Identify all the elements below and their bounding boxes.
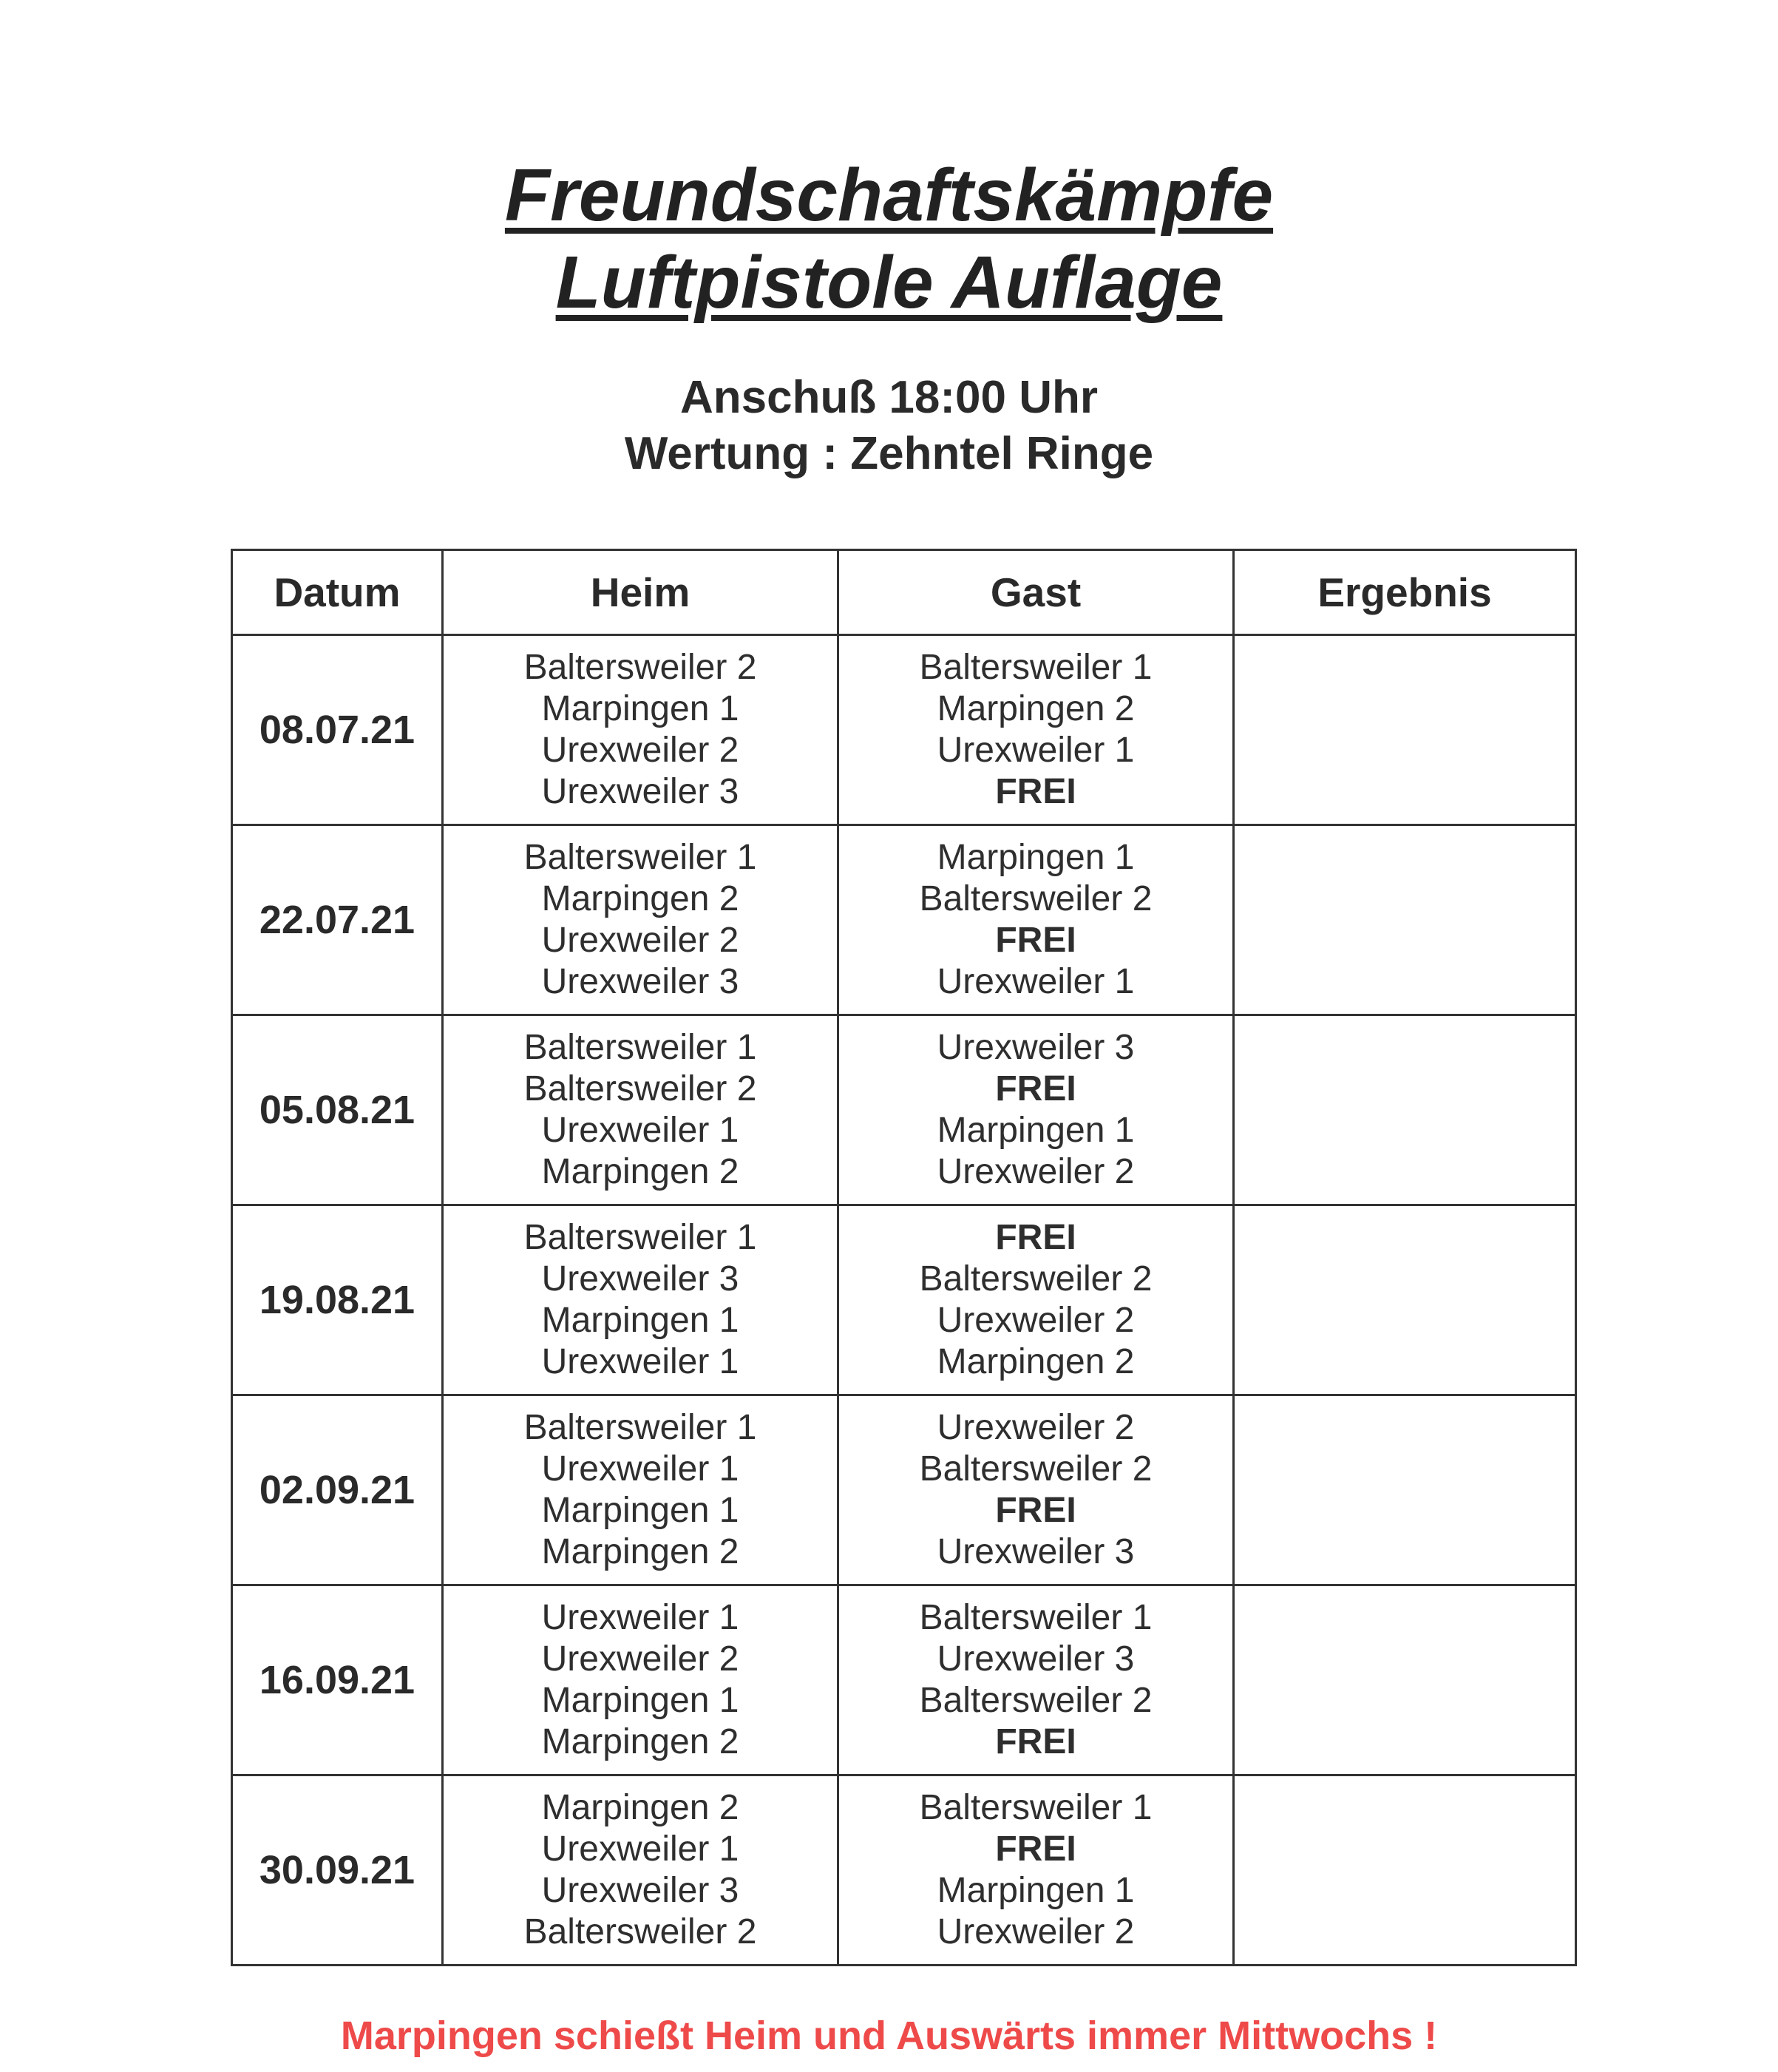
heim-team: Baltersweiler 1 <box>523 1028 757 1067</box>
heim-team: Marpingen 1 <box>541 1301 739 1340</box>
ergebnis-cell[interactable] <box>1234 1205 1576 1395</box>
heim-team: Marpingen 1 <box>541 689 739 728</box>
gast-cell <box>838 1205 1234 1395</box>
heim-cell <box>443 1585 838 1775</box>
heim-cell <box>443 1395 838 1585</box>
ergebnis-cell[interactable] <box>1234 635 1576 825</box>
gast-team: Baltersweiler 1 <box>919 1788 1153 1827</box>
heim-team: Urexweiler 1 <box>541 1342 739 1381</box>
heim-cell <box>443 1205 838 1395</box>
gast-team: FREI <box>995 1069 1076 1108</box>
heim-team: Baltersweiler 1 <box>523 838 757 877</box>
heim-team: Urexweiler 3 <box>541 962 739 1001</box>
table-row <box>232 1395 1576 1585</box>
gast-team: FREI <box>995 1722 1076 1761</box>
heim-team: Baltersweiler 2 <box>523 1069 757 1108</box>
heim-cell <box>443 825 838 1015</box>
heim-team: Marpingen 1 <box>541 1491 739 1530</box>
date-cell: 02.09.21 <box>232 1395 443 1585</box>
heim-team: Urexweiler 1 <box>541 1829 739 1869</box>
gast-team: Baltersweiler 2 <box>919 1259 1153 1299</box>
document-subtitle <box>0 370 1778 482</box>
heim-team: Urexweiler 3 <box>541 1871 739 1910</box>
heim-team: Marpingen 1 <box>541 1681 739 1720</box>
gast-team: Baltersweiler 1 <box>919 648 1153 687</box>
start-time-line: Anschuß 18:00 Uhr <box>679 372 1099 423</box>
footer-note: Marpingen schießt Heim und Auswärts immer Mittwochs ! <box>340 2014 1438 2058</box>
gast-team: Urexweiler 2 <box>937 1408 1135 1447</box>
title-line-2: Luftpistole Auflage <box>555 241 1223 324</box>
document-title <box>0 152 1778 326</box>
date-cell: 22.07.21 <box>232 825 443 1015</box>
header-datum: Datum <box>232 550 443 635</box>
gast-team: Urexweiler 3 <box>937 1639 1135 1679</box>
gast-team: Baltersweiler 2 <box>919 1681 1153 1720</box>
header-gast: Gast <box>838 550 1234 635</box>
heim-team: Urexweiler 1 <box>541 1449 739 1489</box>
gast-team: Baltersweiler 2 <box>919 1449 1153 1489</box>
gast-cell <box>838 1775 1234 1966</box>
title-line-1: Freundschaftskämpfe <box>504 154 1274 237</box>
gast-team: FREI <box>995 1829 1076 1869</box>
schedule-table <box>231 549 1577 1966</box>
table-row <box>232 1775 1576 1966</box>
header-ergebnis: Ergebnis <box>1234 550 1576 635</box>
header-heim: Heim <box>443 550 838 635</box>
gast-team: FREI <box>995 1218 1076 1257</box>
ergebnis-cell[interactable] <box>1234 1585 1576 1775</box>
gast-team: Baltersweiler 1 <box>919 1598 1153 1637</box>
ergebnis-cell[interactable] <box>1234 825 1576 1015</box>
gast-team: Baltersweiler 2 <box>919 879 1153 918</box>
gast-team: Urexweiler 2 <box>937 1912 1135 1951</box>
heim-team: Marpingen 2 <box>541 1722 739 1761</box>
ergebnis-cell[interactable] <box>1234 1395 1576 1585</box>
heim-team: Urexweiler 1 <box>541 1598 739 1637</box>
gast-team: Urexweiler 3 <box>937 1532 1135 1571</box>
gast-team: Urexweiler 1 <box>937 731 1135 770</box>
heim-team: Marpingen 2 <box>541 1532 739 1571</box>
date-cell: 19.08.21 <box>232 1205 443 1395</box>
table-row <box>232 1205 1576 1395</box>
heim-team: Urexweiler 2 <box>541 731 739 770</box>
table-row <box>232 635 1576 825</box>
gast-team: Urexweiler 1 <box>937 962 1135 1001</box>
heim-cell <box>443 1015 838 1205</box>
scoring-line: Wertung : Zehntel Ringe <box>624 428 1154 479</box>
schedule-body <box>232 635 1576 1966</box>
gast-cell <box>838 1585 1234 1775</box>
gast-team: Urexweiler 2 <box>937 1301 1135 1340</box>
gast-cell <box>838 825 1234 1015</box>
gast-team: FREI <box>995 921 1076 960</box>
gast-cell <box>838 1395 1234 1585</box>
table-row <box>232 1585 1576 1775</box>
date-cell: 16.09.21 <box>232 1585 443 1775</box>
header-row <box>232 550 1576 635</box>
gast-team: Marpingen 2 <box>937 1342 1135 1381</box>
gast-team: FREI <box>995 772 1076 811</box>
gast-team: Marpingen 2 <box>937 689 1135 728</box>
gast-team: Urexweiler 2 <box>937 1152 1135 1191</box>
date-cell: 05.08.21 <box>232 1015 443 1205</box>
heim-team: Urexweiler 3 <box>541 1259 739 1299</box>
table-row <box>232 1015 1576 1205</box>
heim-team: Urexweiler 2 <box>541 1639 739 1679</box>
heim-team: Urexweiler 2 <box>541 921 739 960</box>
heim-cell <box>443 635 838 825</box>
date-cell: 30.09.21 <box>232 1775 443 1966</box>
heim-team: Baltersweiler 1 <box>523 1408 757 1447</box>
date-cell: 08.07.21 <box>232 635 443 825</box>
heim-team: Marpingen 2 <box>541 879 739 918</box>
heim-team: Marpingen 2 <box>541 1788 739 1827</box>
ergebnis-cell[interactable] <box>1234 1015 1576 1205</box>
heim-team: Baltersweiler 2 <box>523 1912 757 1951</box>
heim-team: Marpingen 2 <box>541 1152 739 1191</box>
gast-team: Marpingen 1 <box>937 1871 1135 1910</box>
table-row <box>232 825 1576 1015</box>
heim-team: Baltersweiler 1 <box>523 1218 757 1257</box>
gast-team: Marpingen 1 <box>937 838 1135 877</box>
heim-cell <box>443 1775 838 1966</box>
gast-cell <box>838 1015 1234 1205</box>
heim-team: Urexweiler 3 <box>541 772 739 811</box>
gast-cell <box>838 635 1234 825</box>
gast-team: Urexweiler 3 <box>937 1028 1135 1067</box>
gast-team: FREI <box>995 1491 1076 1530</box>
ergebnis-cell[interactable] <box>1234 1775 1576 1966</box>
heim-team: Baltersweiler 2 <box>523 648 757 687</box>
gast-team: Marpingen 1 <box>937 1111 1135 1150</box>
heim-team: Urexweiler 1 <box>541 1111 739 1150</box>
